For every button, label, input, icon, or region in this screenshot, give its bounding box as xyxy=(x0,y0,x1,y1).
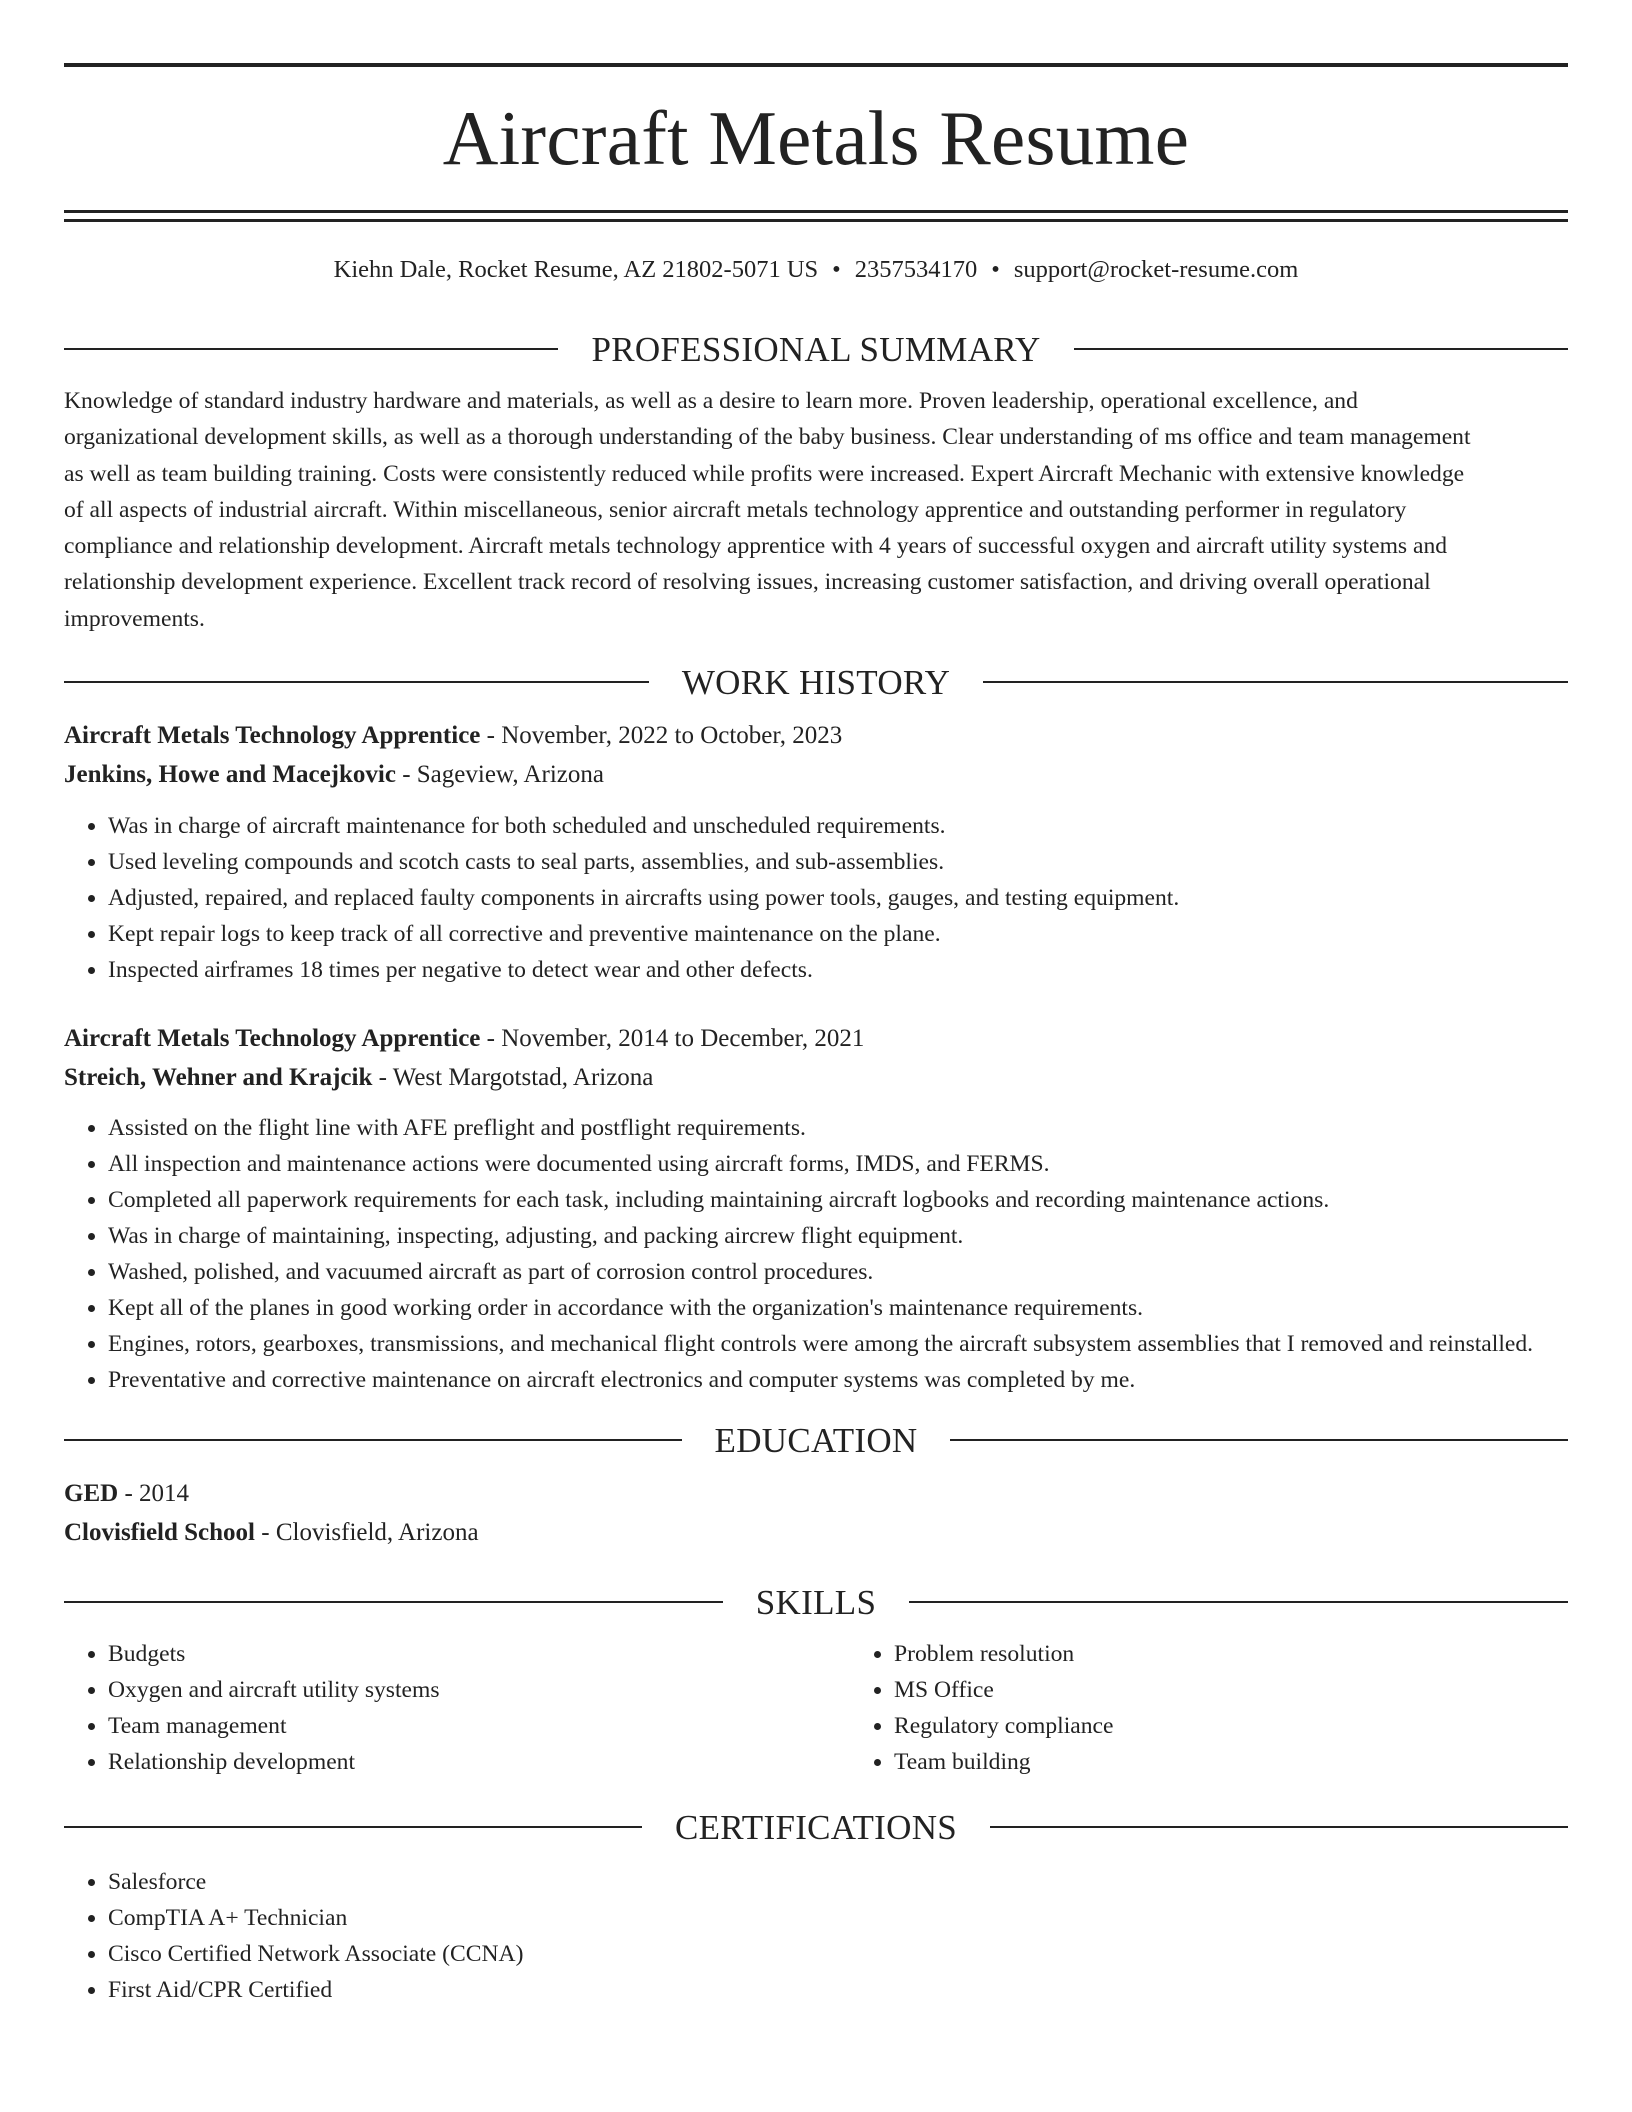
job-company-line xyxy=(64,755,1568,794)
skill-item: • Budgets xyxy=(108,1636,850,1672)
certification-item: • First Aid/CPR Certified xyxy=(108,1972,1568,2008)
job-bullet: • Assisted on the flight line with AFE preflight and postflight requirements. xyxy=(108,1110,1568,1146)
skill-item: • Relationship development xyxy=(108,1744,850,1780)
heading-rule xyxy=(64,1601,723,1603)
job-bullet: • Washed, polished, and vacuumed aircraft as part of corrosion control procedures. xyxy=(108,1254,1568,1290)
job-title: Aircraft Metals Technology Apprentice xyxy=(64,1025,481,1053)
heading-rule xyxy=(64,1826,642,1828)
heading-rule xyxy=(1074,348,1568,350)
summary-line: as well as team building training. Costs were consistently reduced while profits were increased. Expert Aircraft Mechanic with extensive knowledge xyxy=(64,460,1465,487)
education-school: Clovisfield School xyxy=(64,1519,255,1547)
contact-separator: • xyxy=(991,256,1000,283)
job-title: Aircraft Metals Technology Apprentice xyxy=(64,722,481,750)
skill-item: • Regulatory compliance xyxy=(894,1708,1632,1744)
job-bullet: • Was in charge of aircraft maintenance for both scheduled and unscheduled requirements. xyxy=(108,808,1568,844)
job-bullet: • Engines, rotors, gearboxes, transmissions, and mechanical flight controls were among the aircraft subsystem assemblies that I removed and reinstalled. xyxy=(108,1326,1568,1362)
certification-item: • CompTIA A+ Technician xyxy=(108,1900,1568,1936)
skill-item: • Problem resolution xyxy=(894,1636,1632,1672)
section-heading-skills xyxy=(64,1580,1568,1624)
job-bullet: • Inspected airframes 18 times per negative to detect wear and other defects. xyxy=(108,952,1568,988)
education-degree: GED xyxy=(64,1480,119,1508)
skills-list-left xyxy=(64,1636,850,1780)
summary-line: compliance and relationship development. Aircraft metals technology apprentice with 4 years of successful oxygen and aircraft utility systems and xyxy=(64,533,1448,560)
top-rule xyxy=(64,63,1568,67)
job-title-line xyxy=(64,1019,1568,1058)
job-bullets xyxy=(64,1110,1568,1398)
heading-rule xyxy=(990,1826,1568,1828)
skills-columns xyxy=(64,1636,1568,1780)
contact-address: Kiehn Dale, Rocket Resume, AZ 21802-5071 US xyxy=(333,256,819,283)
summary-line: Knowledge of standard industry hardware and materials, as well as a desire to learn more. Proven leadership, operational excellence, and xyxy=(64,388,1358,414)
skill-item: • Team building xyxy=(894,1744,1632,1780)
contact-phone: 2357534170 xyxy=(854,256,978,283)
summary-paragraph xyxy=(64,383,1568,637)
education-degree-line xyxy=(64,1474,1568,1513)
section-title: CERTIFICATIONS xyxy=(674,1807,958,1847)
section-title: PROFESSIONAL SUMMARY xyxy=(591,329,1041,369)
section-title: SKILLS xyxy=(755,1582,877,1622)
resume-title: Aircraft Metals Resume xyxy=(442,95,1190,181)
job-bullet: • All inspection and maintenance actions were documented using aircraft forms, IMDS, and FERMS. xyxy=(108,1146,1568,1182)
job-bullet: • Used leveling compounds and scotch casts to seal parts, assemblies, and sub-assemblies. xyxy=(108,844,1568,880)
summary-line: organizational development skills, as well as a thorough understanding of the baby business. Clear understanding of ms office and team management xyxy=(64,424,1471,451)
contact-line xyxy=(64,258,1568,288)
job-bullet: • Preventative and corrective maintenance on aircraft electronics and computer systems was completed by me. xyxy=(108,1362,1568,1398)
job-company: Streich, Wehner and Krajcik xyxy=(64,1064,373,1092)
certifications-list xyxy=(64,1864,1568,2008)
education-year: - 2014 xyxy=(118,1480,190,1508)
skill-item: • Oxygen and aircraft utility systems xyxy=(108,1672,850,1708)
job-company-line xyxy=(64,1058,1568,1097)
skills-list-right xyxy=(850,1636,1632,1780)
job-bullet: • Adjusted, repaired, and replaced faulty components in aircrafts using power tools, gauges, and testing equipment. xyxy=(108,880,1568,916)
education-entry xyxy=(64,1474,1568,1552)
heading-rule xyxy=(950,1439,1568,1441)
skill-item: • Team management xyxy=(108,1708,850,1744)
title-double-rule xyxy=(64,210,1568,222)
heading-rule xyxy=(983,681,1568,683)
section-heading-work xyxy=(64,660,1568,704)
job-title-line xyxy=(64,716,1568,755)
summary-line: relationship development experience. Excellent track record of resolving issues, increasing customer satisfaction, and driving overall operational xyxy=(64,569,1431,596)
job-bullet: • Kept all of the planes in good working order in accordance with the organization's maintenance requirements. xyxy=(108,1290,1568,1326)
contact-separator: • xyxy=(832,256,841,283)
heading-rule xyxy=(64,681,649,683)
job-company: Jenkins, Howe and Macejkovic xyxy=(64,761,396,789)
summary-line: improvements. xyxy=(64,605,205,632)
job-location: - Sageview, Arizona xyxy=(395,761,604,789)
education-school-line xyxy=(64,1513,1568,1552)
job-dates: - November, 2014 to December, 2021 xyxy=(480,1025,865,1053)
resume-page xyxy=(64,0,1568,2008)
job-bullets xyxy=(64,808,1568,988)
section-heading-certifications xyxy=(64,1805,1568,1849)
skill-item: • MS Office xyxy=(894,1672,1632,1708)
heading-rule xyxy=(909,1601,1568,1603)
certification-item: • Salesforce xyxy=(108,1864,1568,1900)
heading-rule xyxy=(64,1439,682,1441)
heading-rule xyxy=(64,348,558,350)
job-dates: - November, 2022 to October, 2023 xyxy=(480,722,843,750)
certification-item: • Cisco Certified Network Associate (CCNA) xyxy=(108,1936,1568,1972)
job-entry xyxy=(64,1019,1568,1398)
job-location: - West Margotstad, Arizona xyxy=(372,1064,654,1092)
contact-email[interactable]: support@rocket-resume.com xyxy=(1013,256,1299,283)
section-heading-education xyxy=(64,1418,1568,1462)
education-location: - Clovisfield, Arizona xyxy=(255,1519,479,1547)
job-bullet: • Completed all paperwork requirements for each task, including maintaining aircraft logbooks and recording maintenance actions. xyxy=(108,1182,1568,1218)
job-bullet: • Was in charge of maintaining, inspecting, adjusting, and packing aircrew flight equipment. xyxy=(108,1218,1568,1254)
section-title: EDUCATION xyxy=(714,1420,918,1460)
section-heading-summary xyxy=(64,327,1568,371)
section-title: WORK HISTORY xyxy=(681,662,951,702)
job-bullet: • Kept repair logs to keep track of all corrective and preventive maintenance on the plane. xyxy=(108,916,1568,952)
summary-line: of all aspects of industrial aircraft. Within miscellaneous, senior aircraft metals technology apprentice and outstanding performer in regulatory xyxy=(64,496,1407,523)
job-entry xyxy=(64,716,1568,988)
